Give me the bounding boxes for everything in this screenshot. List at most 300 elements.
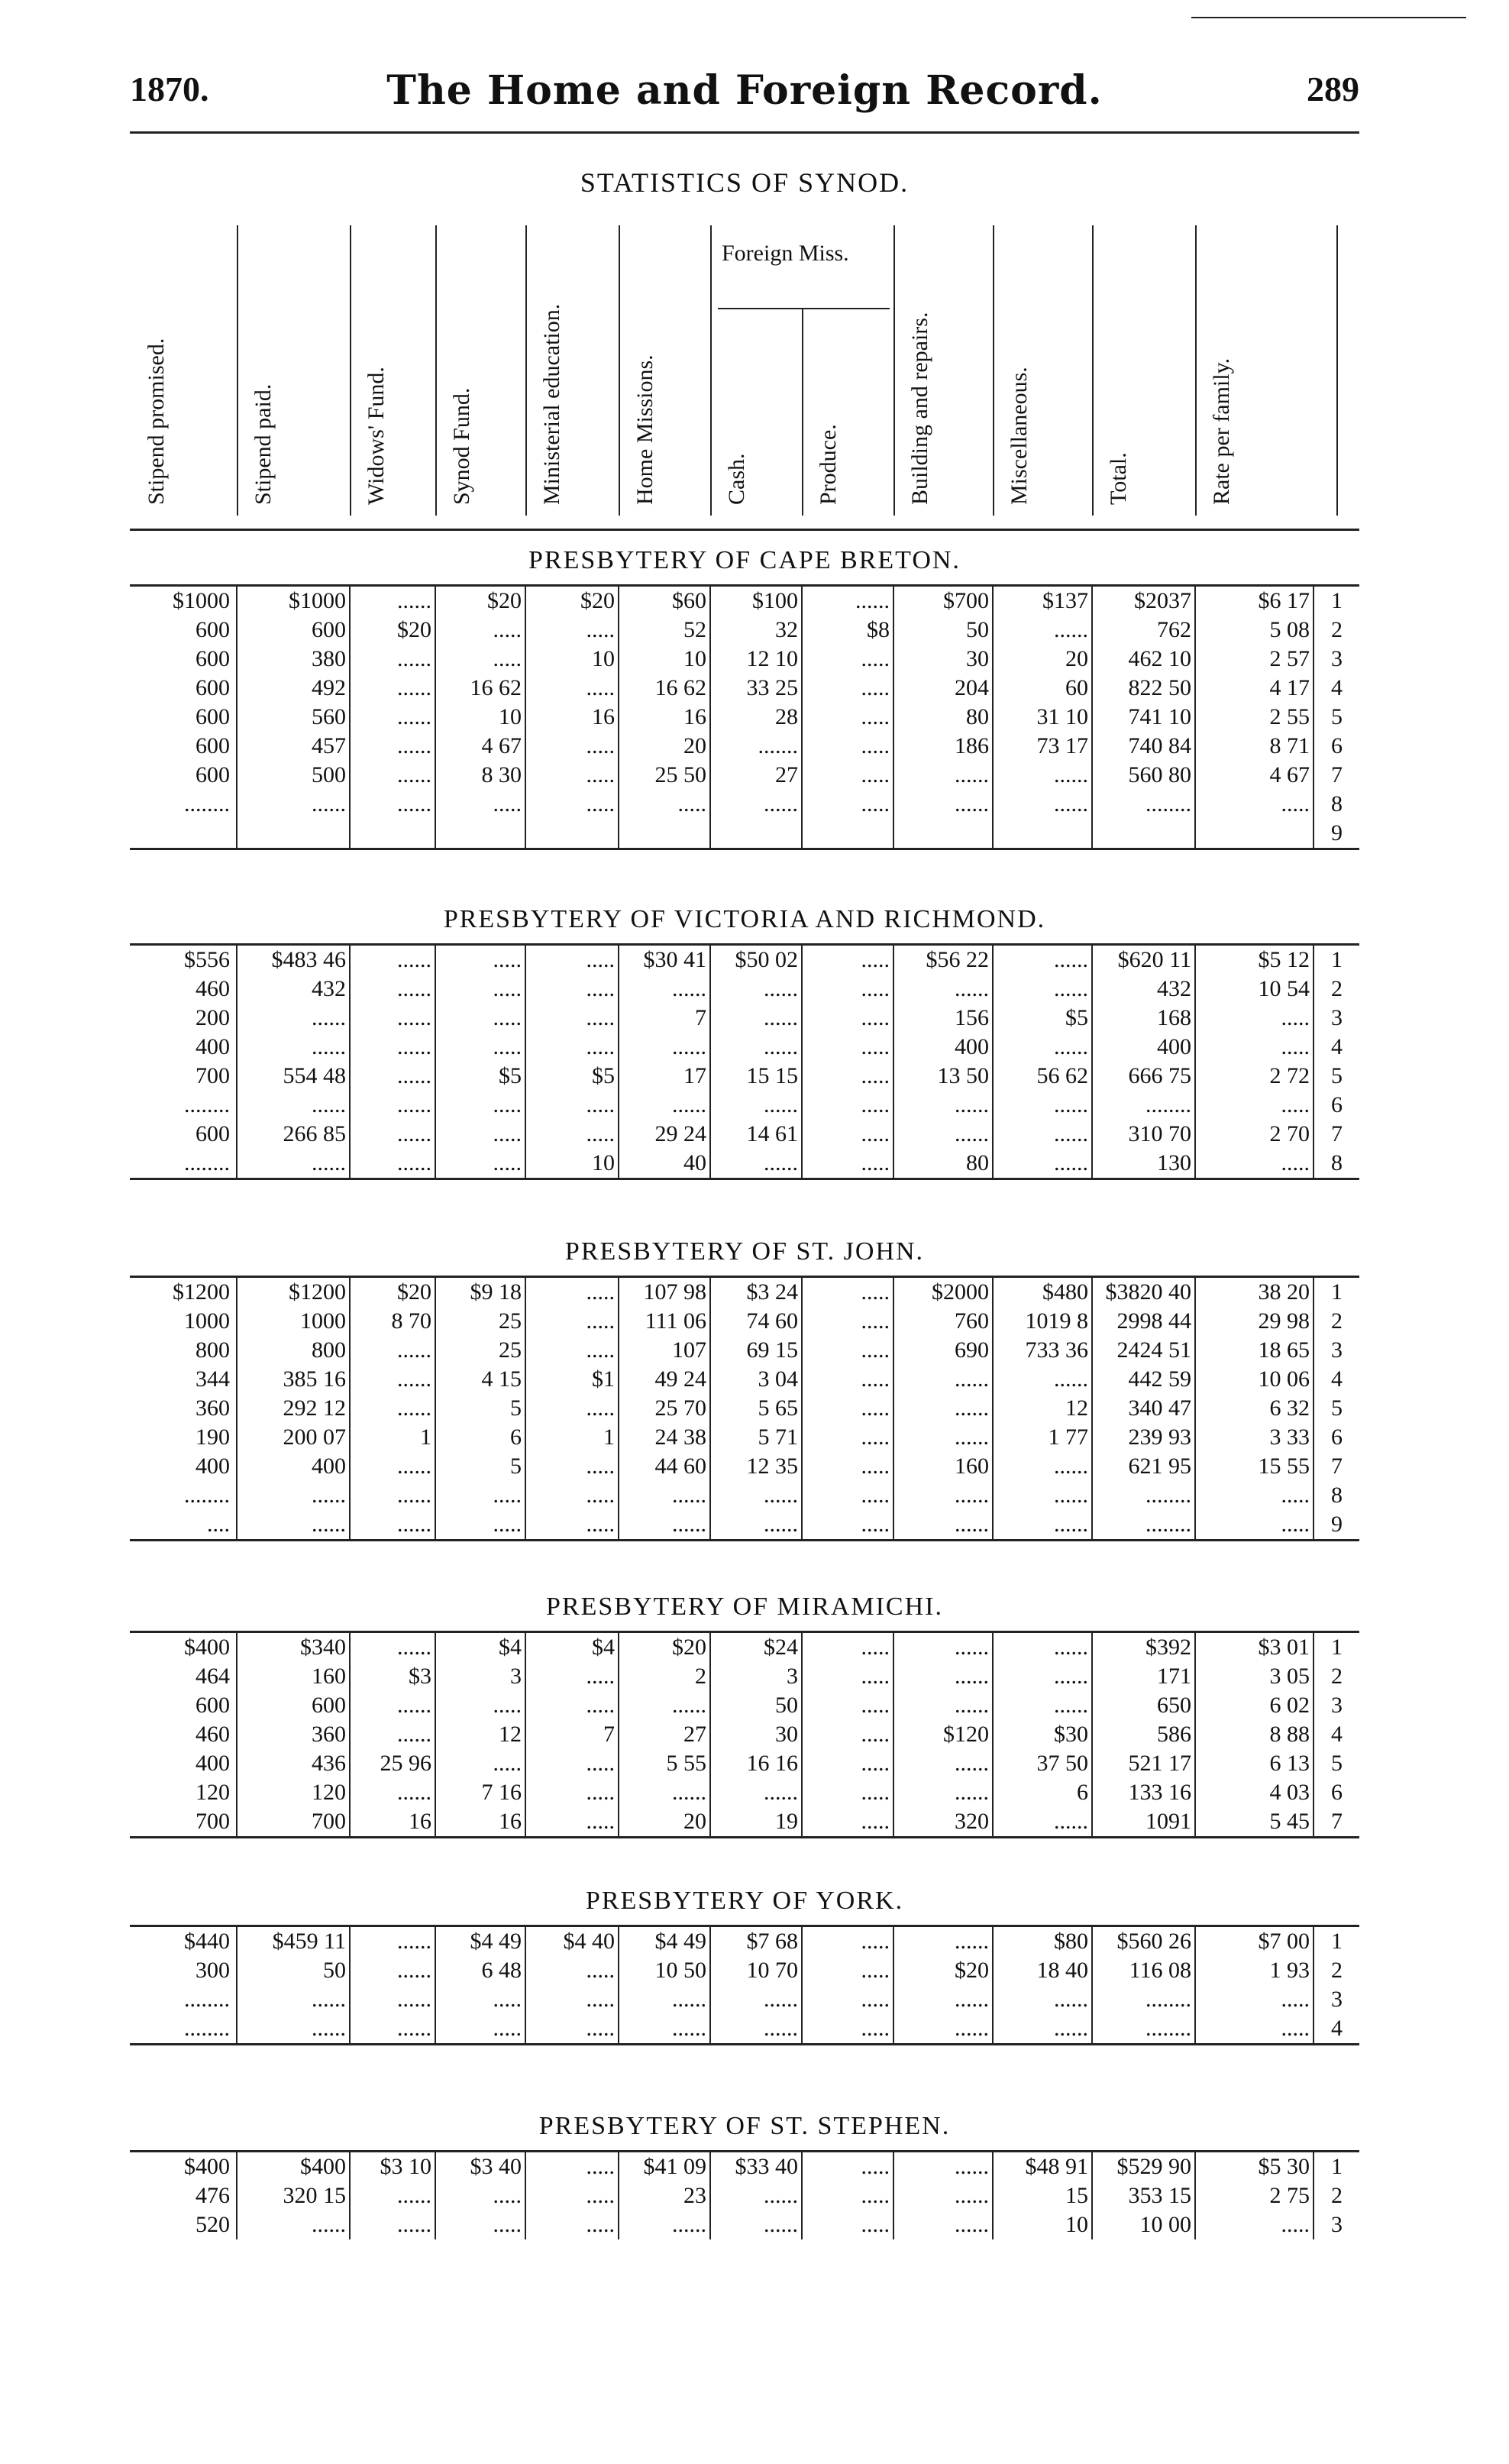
table-cell: 25 96 xyxy=(350,1749,435,1778)
table-cell: 10 00 xyxy=(1092,2210,1195,2239)
table-cell: ...... xyxy=(237,1149,350,1179)
table-row xyxy=(130,1452,1359,1481)
table-cell: 74 60 xyxy=(710,1307,802,1336)
table-cell: ...... xyxy=(710,1004,802,1033)
table-row xyxy=(130,1120,1359,1149)
table-cell: $3 xyxy=(350,1662,435,1691)
table-cell: 19 xyxy=(710,1807,802,1838)
table-cell: 10 50 xyxy=(619,1956,710,1985)
table-cell: 600 xyxy=(195,733,230,758)
table-cell: ...... xyxy=(993,1120,1092,1149)
table-cell: ........ xyxy=(184,1092,230,1117)
col-produce: Produce. xyxy=(816,424,841,505)
table-cell: 3 xyxy=(435,1662,525,1691)
running-header xyxy=(130,69,1359,122)
table-cell: $120 xyxy=(893,1720,993,1749)
table-cell: 23 xyxy=(619,2181,710,2210)
table-cell: ..... xyxy=(802,1956,893,1985)
row-number: 1 xyxy=(1314,1277,1359,1308)
table-cell: ...... xyxy=(350,1394,435,1423)
table-cell: ...... xyxy=(350,732,435,761)
table-cell: 400 xyxy=(195,1034,230,1059)
table-cell: ..... xyxy=(525,1985,619,2014)
table-cell: 133 16 xyxy=(1092,1778,1195,1807)
table-cell: ...... xyxy=(350,975,435,1004)
table-cell: $3 01 xyxy=(1195,1632,1314,1663)
table-cell: $50 02 xyxy=(710,945,802,975)
table-cell: 239 93 xyxy=(1092,1423,1195,1452)
table-cell: 266 85 xyxy=(237,1120,350,1149)
table-cell: ...... xyxy=(350,1062,435,1091)
table-cell: 292 12 xyxy=(237,1394,350,1423)
table-cell: 690 xyxy=(893,1336,993,1365)
table-cell: ...... xyxy=(350,1481,435,1510)
table-cell: $400 xyxy=(237,2152,350,2182)
table-cell: ...... xyxy=(619,1091,710,1120)
table-cell: $5 xyxy=(525,1062,619,1091)
table-row xyxy=(130,1691,1359,1720)
foreign-miss-label: Foreign Miss. xyxy=(722,241,849,266)
table-cell: 385 16 xyxy=(237,1365,350,1394)
table-cell: ..... xyxy=(525,2014,619,2045)
table-cell: ..... xyxy=(435,1749,525,1778)
table-row xyxy=(130,645,1359,674)
row-number: 1 xyxy=(1314,945,1359,975)
table-cell: 320 xyxy=(893,1807,993,1838)
row-number: 1 xyxy=(1314,1926,1359,1957)
col-synod-fund: Synod Fund. xyxy=(449,387,474,505)
col-widows-fund: Widows' Fund. xyxy=(364,367,389,505)
table-cell: 20 xyxy=(619,732,710,761)
table-cell: ..... xyxy=(802,2210,893,2239)
table-cell xyxy=(237,819,350,849)
row-number: 2 xyxy=(1314,616,1359,645)
col-cash: Cash. xyxy=(724,453,749,505)
table-cell: 4 17 xyxy=(1195,674,1314,703)
table-cell: ...... xyxy=(893,975,993,1004)
presbytery-table xyxy=(130,943,1359,1180)
table-cell: 31 10 xyxy=(993,703,1092,732)
table-cell: 30 xyxy=(893,645,993,674)
table-cell: $1000 xyxy=(237,586,350,616)
table-cell: 3 33 xyxy=(1195,1423,1314,1452)
table-cell: 2 xyxy=(619,1662,710,1691)
table-cell: 12 xyxy=(435,1720,525,1749)
table-cell: 10 54 xyxy=(1195,975,1314,1004)
table-cell: ..... xyxy=(435,1033,525,1062)
table-cell: $4 xyxy=(435,1632,525,1663)
table-cell: 18 65 xyxy=(1195,1336,1314,1365)
table-cell: $3 24 xyxy=(710,1277,802,1308)
table-cell: 344 xyxy=(195,1366,230,1392)
table-cell: 600 xyxy=(195,1121,230,1146)
table-cell: 37 50 xyxy=(993,1749,1092,1778)
table-cell: ..... xyxy=(525,674,619,703)
table-cell: 7 16 xyxy=(435,1778,525,1807)
table-row xyxy=(130,1365,1359,1394)
table-row xyxy=(130,1749,1359,1778)
table-cell: ...... xyxy=(350,1510,435,1541)
table-cell: 171 xyxy=(1092,1662,1195,1691)
table-cell: 15 55 xyxy=(1195,1452,1314,1481)
row-number: 2 xyxy=(1314,975,1359,1004)
table-cell: ...... xyxy=(350,945,435,975)
table-row xyxy=(130,1720,1359,1749)
table-cell: 800 xyxy=(195,1337,230,1363)
table-cell: ...... xyxy=(710,2210,802,2239)
table-cell: ...... xyxy=(710,975,802,1004)
row-number: 2 xyxy=(1314,1662,1359,1691)
table-cell: ..... xyxy=(435,1120,525,1149)
table-cell: 25 50 xyxy=(619,761,710,790)
table-cell: 400 xyxy=(195,1751,230,1776)
table-cell: ...... xyxy=(619,1033,710,1062)
table-row xyxy=(130,2152,1359,2182)
table-cell: $20 xyxy=(525,586,619,616)
presbytery-table xyxy=(130,1631,1359,1838)
table-cell: 554 48 xyxy=(237,1062,350,1091)
table-cell: 80 xyxy=(893,1149,993,1179)
table-cell: 310 70 xyxy=(1092,1120,1195,1149)
table-cell: 8 71 xyxy=(1195,732,1314,761)
table-row xyxy=(130,616,1359,645)
table-cell: ..... xyxy=(435,2210,525,2239)
row-number: 3 xyxy=(1314,1985,1359,2014)
table-row xyxy=(130,1778,1359,1807)
col-total: Total. xyxy=(1106,452,1131,505)
table-cell: ........ xyxy=(1092,1985,1195,2014)
table-cell: 14 61 xyxy=(710,1120,802,1149)
row-number: 3 xyxy=(1314,645,1359,674)
table-row xyxy=(130,2014,1359,2045)
table-cell: ...... xyxy=(350,1985,435,2014)
table-cell: 130 xyxy=(1092,1149,1195,1179)
table-row xyxy=(130,1662,1359,1691)
table-cell: 80 xyxy=(893,703,993,732)
row-number: 6 xyxy=(1314,732,1359,761)
table-cell: ...... xyxy=(710,2181,802,2210)
table-cell: ..... xyxy=(802,1720,893,1749)
table-cell: ...... xyxy=(893,1926,993,1957)
table-cell: ..... xyxy=(1195,2210,1314,2239)
foreign-miss-rule xyxy=(718,308,890,309)
table-cell: ........ xyxy=(184,1150,230,1175)
table-cell: 380 xyxy=(237,645,350,674)
table-cell: $529 90 xyxy=(1092,2152,1195,2182)
table-cell: 28 xyxy=(710,703,802,732)
table-cell: $4 49 xyxy=(435,1926,525,1957)
table-row xyxy=(130,1510,1359,1541)
table-cell: 400 xyxy=(1092,1033,1195,1062)
table-row xyxy=(130,1091,1359,1120)
table-cell: ..... xyxy=(1195,1149,1314,1179)
table-cell: 111 06 xyxy=(619,1307,710,1336)
table-cell: 10 xyxy=(525,645,619,674)
table-cell: 3 xyxy=(710,1662,802,1691)
table-cell: 460 xyxy=(195,976,230,1001)
row-number: 1 xyxy=(1314,2152,1359,2182)
table-cell: 1000 xyxy=(237,1307,350,1336)
table-cell: ...... xyxy=(350,1033,435,1062)
table-cell: 600 xyxy=(237,1691,350,1720)
table-cell: ...... xyxy=(619,1510,710,1541)
table-cell: $7 00 xyxy=(1195,1926,1314,1957)
table-cell: 60 xyxy=(993,674,1092,703)
presbytery-table xyxy=(130,1925,1359,2045)
table-cell: $30 xyxy=(993,1720,1092,1749)
top-rule xyxy=(1191,17,1466,18)
table-row xyxy=(130,1926,1359,1957)
table-cell: $100 xyxy=(710,586,802,616)
table-row xyxy=(130,1004,1359,1033)
table-cell: 12 xyxy=(993,1394,1092,1423)
table-cell: ........ xyxy=(1092,2014,1195,2045)
table-cell: ...... xyxy=(893,1365,993,1394)
table-cell: ...... xyxy=(710,1510,802,1541)
table-cell: ...... xyxy=(237,1004,350,1033)
table-row xyxy=(130,1394,1359,1423)
table-cell: 56 62 xyxy=(993,1062,1092,1091)
table-cell: $24 xyxy=(710,1632,802,1663)
table-cell: 2 72 xyxy=(1195,1062,1314,1091)
table-cell: ..... xyxy=(802,1778,893,1807)
table-cell: 29 98 xyxy=(1195,1307,1314,1336)
table-cell: 600 xyxy=(195,762,230,787)
row-number: 4 xyxy=(1314,2014,1359,2045)
table-row xyxy=(130,1632,1359,1663)
row-number: 7 xyxy=(1314,761,1359,790)
row-number: 9 xyxy=(1314,819,1359,849)
table-cell: ...... xyxy=(893,1985,993,2014)
table-cell xyxy=(993,819,1092,849)
table-cell: ..... xyxy=(802,1749,893,1778)
table-cell: $3 10 xyxy=(350,2152,435,2182)
table-cell: ...... xyxy=(350,674,435,703)
table-cell: 16 xyxy=(350,1807,435,1838)
table-cell: ........ xyxy=(1092,1510,1195,1541)
table-cell: ...... xyxy=(893,1778,993,1807)
table-cell: ..... xyxy=(435,945,525,975)
table-cell: ...... xyxy=(710,1985,802,2014)
table-cell: ...... xyxy=(619,975,710,1004)
table-cell: ...... xyxy=(619,1778,710,1807)
row-number: 7 xyxy=(1314,1120,1359,1149)
table-cell: ..... xyxy=(802,1632,893,1663)
table-cell: ..... xyxy=(525,2181,619,2210)
table-cell: ..... xyxy=(525,1033,619,1062)
table-cell: 6 13 xyxy=(1195,1749,1314,1778)
table-cell: ..... xyxy=(525,1004,619,1033)
table-cell xyxy=(350,819,435,849)
table-cell: ...... xyxy=(237,2014,350,2045)
col-stipend-promised: Stipend promised. xyxy=(144,338,169,505)
table-row xyxy=(130,790,1359,819)
table-cell: ..... xyxy=(802,1691,893,1720)
table-cell: 432 xyxy=(1092,975,1195,1004)
table-cell: 521 17 xyxy=(1092,1749,1195,1778)
table-cell: ..... xyxy=(435,2181,525,2210)
table-cell: 800 xyxy=(237,1336,350,1365)
table-cell: ..... xyxy=(802,1149,893,1179)
table-row xyxy=(130,1985,1359,2014)
table-cell: 44 60 xyxy=(619,1452,710,1481)
table-cell: 6 xyxy=(993,1778,1092,1807)
row-number: 3 xyxy=(1314,1691,1359,1720)
table-cell xyxy=(710,819,802,849)
table-cell: ...... xyxy=(350,761,435,790)
table-cell: 12 10 xyxy=(710,645,802,674)
table-cell: 4 67 xyxy=(435,732,525,761)
table-row xyxy=(130,1149,1359,1179)
table-cell: $556 xyxy=(184,947,230,972)
table-cell: 460 xyxy=(195,1722,230,1747)
table-cell: 476 xyxy=(195,2183,230,2208)
table-cell: 1 77 xyxy=(993,1423,1092,1452)
table-cell: $459 11 xyxy=(237,1926,350,1957)
table-cell: ...... xyxy=(893,1749,993,1778)
table-cell: $7 68 xyxy=(710,1926,802,1957)
table-cell: ...... xyxy=(993,1452,1092,1481)
table-cell: ..... xyxy=(802,2152,893,2182)
table-cell: ...... xyxy=(350,1778,435,1807)
table-cell: ..... xyxy=(525,1120,619,1149)
table-cell: 186 xyxy=(893,732,993,761)
table-cell: ...... xyxy=(710,1149,802,1179)
table-cell: 73 17 xyxy=(993,732,1092,761)
table-cell: 2 55 xyxy=(1195,703,1314,732)
table-cell: ..... xyxy=(525,1749,619,1778)
row-number: 2 xyxy=(1314,2181,1359,2210)
table-cell: ...... xyxy=(350,790,435,819)
presbytery-table xyxy=(130,584,1359,850)
table-row xyxy=(130,975,1359,1004)
table-cell xyxy=(130,819,237,849)
table-row xyxy=(130,586,1359,616)
row-number: 4 xyxy=(1314,1720,1359,1749)
table-cell: 116 08 xyxy=(1092,1956,1195,1985)
table-cell: 27 xyxy=(710,761,802,790)
presbytery-table xyxy=(130,2150,1359,2239)
table-row xyxy=(130,761,1359,790)
table-cell: 160 xyxy=(893,1452,993,1481)
table-cell: 52 xyxy=(619,616,710,645)
table-cell: 600 xyxy=(195,704,230,729)
column-headers xyxy=(130,225,1359,531)
table-cell: ..... xyxy=(525,1336,619,1365)
table-cell: 107 98 xyxy=(619,1277,710,1308)
table-cell: 7 xyxy=(525,1720,619,1749)
table-cell: $20 xyxy=(350,616,435,645)
table-cell: ...... xyxy=(993,1807,1092,1838)
table-cell: 200 07 xyxy=(237,1423,350,1452)
table-cell: ...... xyxy=(350,2014,435,2045)
table-cell: ..... xyxy=(525,945,619,975)
table-cell: ..... xyxy=(802,674,893,703)
table-cell: ...... xyxy=(893,1481,993,1510)
table-cell: ..... xyxy=(1195,1004,1314,1033)
table-cell: ..... xyxy=(802,1662,893,1691)
table-cell: ..... xyxy=(435,790,525,819)
row-number: 4 xyxy=(1314,674,1359,703)
table-cell: 8 88 xyxy=(1195,1720,1314,1749)
table-cell: ...... xyxy=(350,1956,435,1985)
table-cell: 1091 xyxy=(1092,1807,1195,1838)
table-cell: 3 05 xyxy=(1195,1662,1314,1691)
table-cell: 69 15 xyxy=(710,1336,802,1365)
table-cell: ..... xyxy=(802,1394,893,1423)
table-cell: ...... xyxy=(350,2181,435,2210)
table-cell: 741 10 xyxy=(1092,703,1195,732)
table-cell: ...... xyxy=(893,1632,993,1663)
table-cell: ..... xyxy=(802,645,893,674)
table-cell: $2037 xyxy=(1092,586,1195,616)
table-cell: ...... xyxy=(350,586,435,616)
table-cell: $5 12 xyxy=(1195,945,1314,975)
table-cell: ...... xyxy=(619,1985,710,2014)
table-cell: ..... xyxy=(802,1807,893,1838)
table-cell: ...... xyxy=(237,2210,350,2239)
table-cell: 4 15 xyxy=(435,1365,525,1394)
table-cell: ..... xyxy=(525,1778,619,1807)
table-cell: ..... xyxy=(802,790,893,819)
table-cell: 16 xyxy=(619,703,710,732)
table-cell: 442 59 xyxy=(1092,1365,1195,1394)
row-number: 6 xyxy=(1314,1778,1359,1807)
col-home-missions: Home Missions. xyxy=(632,354,658,505)
table-cell: 27 xyxy=(619,1720,710,1749)
table-cell: ...... xyxy=(350,1004,435,1033)
row-number: 7 xyxy=(1314,1807,1359,1838)
table-cell xyxy=(1195,819,1314,849)
table-cell: $3 40 xyxy=(435,2152,525,2182)
col-rate-per-family: Rate per family. xyxy=(1209,357,1234,505)
table-cell: ...... xyxy=(710,1778,802,1807)
table-cell: 1000 xyxy=(184,1308,230,1334)
table-cell: 16 62 xyxy=(619,674,710,703)
table-cell: 2424 51 xyxy=(1092,1336,1195,1365)
table-cell: 18 40 xyxy=(993,1956,1092,1985)
table-cell: 5 71 xyxy=(710,1423,802,1452)
table-cell: ..... xyxy=(435,1149,525,1179)
table-cell: 462 10 xyxy=(1092,645,1195,674)
row-number: 3 xyxy=(1314,1004,1359,1033)
table-cell: ..... xyxy=(435,1004,525,1033)
table-cell: ...... xyxy=(893,1662,993,1691)
table-cell: ..... xyxy=(435,1510,525,1541)
table-cell: 1 93 xyxy=(1195,1956,1314,1985)
table-cell: ..... xyxy=(1195,790,1314,819)
table-cell: $620 11 xyxy=(1092,945,1195,975)
table-cell: ...... xyxy=(350,1452,435,1481)
table-cell: ...... xyxy=(619,1691,710,1720)
table-cell xyxy=(525,819,619,849)
table-cell: 621 95 xyxy=(1092,1452,1195,1481)
table-cell: ........ xyxy=(1092,1091,1195,1120)
table-cell: 2998 44 xyxy=(1092,1307,1195,1336)
row-number: 5 xyxy=(1314,1749,1359,1778)
table-cell: 10 xyxy=(435,703,525,732)
table-cell: $2000 xyxy=(893,1277,993,1308)
table-cell: $20 xyxy=(619,1632,710,1663)
col-building-repairs: Building and repairs. xyxy=(907,312,932,505)
table-cell: ..... xyxy=(525,1307,619,1336)
table-cell: $5 30 xyxy=(1195,2152,1314,2182)
table-cell: ..... xyxy=(435,1481,525,1510)
table-cell: ..... xyxy=(1195,1091,1314,1120)
table-cell: $400 xyxy=(184,2154,230,2179)
table-cell: 400 xyxy=(237,1452,350,1481)
table-cell: $5 xyxy=(993,1004,1092,1033)
